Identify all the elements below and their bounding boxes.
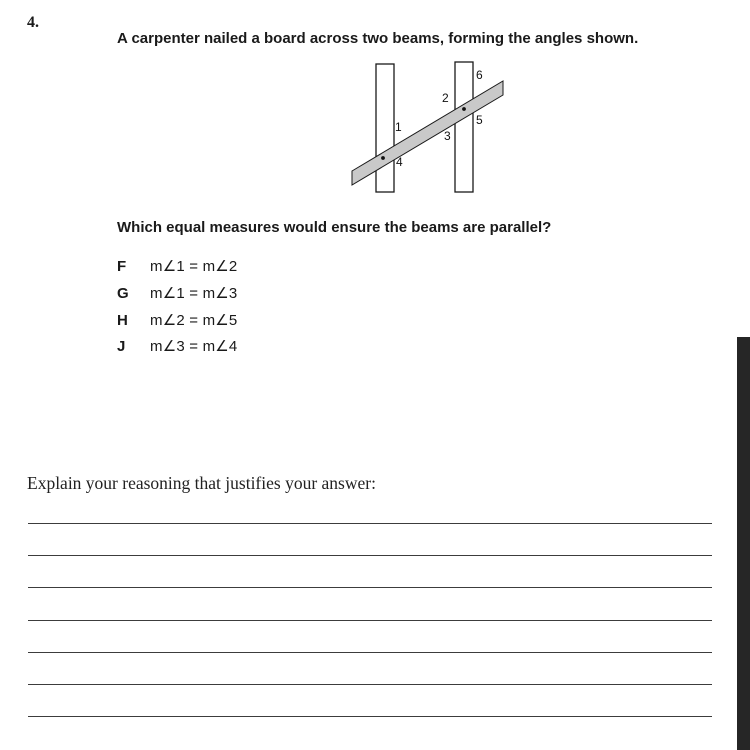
angle-label-4: 4 <box>396 155 403 169</box>
scrollbar[interactable] <box>737 337 750 750</box>
explain-reasoning-label: Explain your reasoning that justifies your answer: <box>27 473 376 493</box>
angle-label-1: 1 <box>395 120 402 134</box>
answer-line <box>28 587 712 588</box>
choice-row-j <box>117 337 237 355</box>
left-beam <box>376 64 394 192</box>
angle-label-6: 6 <box>476 68 483 82</box>
board-transversal <box>352 81 503 185</box>
answer-line <box>28 716 712 717</box>
right-beam <box>455 62 473 192</box>
beams-diagram <box>345 58 510 198</box>
choice-letter: G <box>117 285 129 302</box>
intersection-dot-left <box>381 156 385 160</box>
answer-line <box>28 652 712 653</box>
intersection-dot-right <box>462 107 466 111</box>
answer-line <box>28 523 712 524</box>
choice-row-g <box>117 284 237 302</box>
choice-letter: J <box>117 338 126 355</box>
choice-text: m∠1 = m∠3 <box>150 285 238 302</box>
question-number: 4. <box>27 14 39 31</box>
choice-text: m∠3 = m∠4 <box>150 338 238 355</box>
angle-label-3: 3 <box>444 129 451 143</box>
question-prompt: Which equal measures would ensure the beams are parallel? <box>117 219 552 236</box>
choice-row-f <box>117 257 237 275</box>
angle-label-5: 5 <box>476 113 483 127</box>
choice-letter: F <box>117 258 127 275</box>
choice-text: m∠1 = m∠2 <box>150 258 238 275</box>
choice-text: m∠2 = m∠5 <box>150 312 238 329</box>
answer-line <box>28 684 712 685</box>
answer-line <box>28 555 712 556</box>
choice-row-h <box>117 311 237 329</box>
question-stem: A carpenter nailed a board across two beams, forming the angles shown. <box>117 30 639 47</box>
angle-label-2: 2 <box>442 91 449 105</box>
choice-letter: H <box>117 312 128 329</box>
answer-line <box>28 620 712 621</box>
